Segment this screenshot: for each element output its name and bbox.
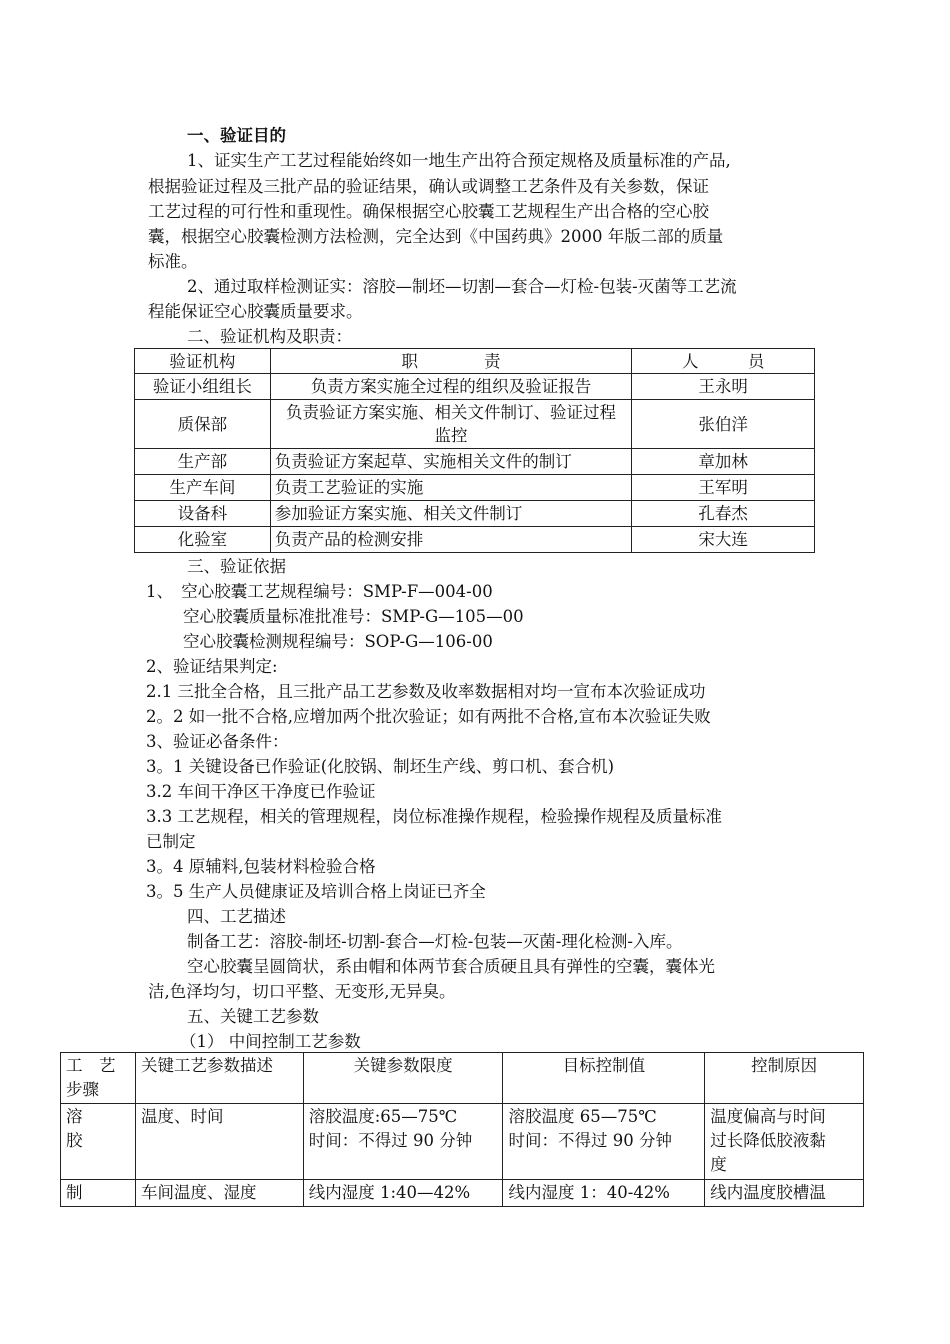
org-duty-table: [134, 348, 815, 553]
limit-cell: [303, 1104, 503, 1180]
s4-desc-line-1: 空心胶囊呈圆筒状，系由帽和体两节套合质硬且具有弹性的空囊，囊体光: [187, 957, 715, 976]
step-cell: [61, 1104, 136, 1180]
header-org: 验证机构: [135, 349, 271, 374]
step-cell-b: 胶: [66, 1131, 83, 1150]
org-cell: 化验室: [135, 527, 271, 553]
basis-line-3: 空心胶囊检测规程编号：SOP-G—106-00: [183, 632, 493, 651]
table-row: [135, 475, 815, 501]
table-row: [135, 449, 815, 475]
s1-p2-line-1: 2、通过取样检测证实：溶胶—制坯—切割—套合—灯检-包装-灭菌等工艺流: [187, 277, 737, 296]
table-row: [135, 501, 815, 527]
table-row: [61, 1104, 864, 1180]
header-desc: 关键工艺参数描述: [135, 1053, 303, 1104]
person-cell: 王永明: [632, 374, 815, 400]
org-cell: 设备科: [135, 501, 271, 527]
limit-line-2: 时间：不得过 90 分钟: [308, 1131, 473, 1150]
cond-line-5: 3。4 原辅料,包装材料检验合格: [146, 857, 376, 876]
reason-line-3: 度: [710, 1155, 727, 1174]
s1-p1-line-5: 标准。: [148, 252, 198, 271]
step-cell-a: 溶: [66, 1107, 83, 1126]
step-cell: 制: [61, 1180, 136, 1207]
duty-cell: 负责方案实施全过程的组织及验证报告: [270, 374, 631, 400]
reason-cell: 线内温度胶槽温: [705, 1180, 864, 1207]
process-param-table: [60, 1052, 864, 1207]
person-cell: 孔春杰: [632, 501, 815, 527]
target-cell: [503, 1104, 705, 1180]
table-row: [61, 1180, 864, 1207]
judge-title: 2、验证结果判定:: [146, 657, 278, 676]
table-row: [135, 400, 815, 449]
s4-process: 制备工艺：溶胶-制坯-切割-套合—灯检-包装—灭菌-理化检测-入库。: [187, 932, 683, 951]
org-cell: 验证小组组长: [135, 374, 271, 400]
cond-title: 3、验证必备条件：: [146, 732, 289, 751]
person-cell: 张伯洋: [632, 400, 815, 449]
s1-p2-line-2: 程能保证空心胶囊质量要求。: [148, 302, 363, 321]
s1-p1-line-3: 工艺过程的可行性和重现性。确保根据空心胶囊工艺规程生产出合格的空心胶: [148, 202, 709, 221]
target-line-1: 溶胶温度 65—75℃: [508, 1107, 657, 1126]
duty-cell: 负责产品的检测安排: [270, 527, 631, 553]
reason-line-1: 温度偏高与时间: [710, 1107, 826, 1126]
cond-line-3: 3.3 工艺规程，相关的管理规程，岗位标准操作规程，检验操作规程及质量标准: [146, 807, 722, 826]
basis-line-2: 空心胶囊质量标准批准号：SMP-G—105—00: [183, 607, 524, 626]
cond-line-2: 3.2 车间干净区干净度已作验证: [146, 782, 376, 801]
table-row: [135, 374, 815, 400]
limit-line-1: 溶胶温度:65—75℃: [308, 1107, 458, 1126]
header-step-a: 工 艺: [66, 1056, 116, 1075]
header-target: 目标控制值: [503, 1053, 705, 1104]
person-cell: 王军明: [632, 475, 815, 501]
org-cell: 生产部: [135, 449, 271, 475]
param-table-header: [61, 1053, 864, 1104]
section-5-sub: （1） 中间控制工艺参数: [180, 1032, 361, 1051]
s1-p1-line-2: 根据验证过程及三批产品的验证结果，确认或调整工艺条件及有关参数，保证: [148, 177, 709, 196]
section-3-title: 三、验证依据: [187, 557, 286, 576]
cond-line-6: 3。5 生产人员健康证及培训合格上岗证已齐全: [146, 882, 486, 901]
cond-line-1: 3。1 关键设备已作验证(化胶锅、制坯生产线、剪口机、套合机): [146, 757, 615, 776]
limit-cell: 线内湿度 1:40—42%: [303, 1180, 503, 1207]
s4-desc-line-2: 洁,色泽均匀，切口平整、无变形,无异臭。: [148, 982, 456, 1001]
duty-cell: 负责验证方案实施、相关文件制订、验证过程监控: [270, 400, 631, 449]
person-cell: 章加林: [632, 449, 815, 475]
reason-cell: [705, 1104, 864, 1180]
reason-line-2: 过长降低胶液黏: [710, 1131, 826, 1150]
org-cell: 生产车间: [135, 475, 271, 501]
header-step-b: 步骤: [66, 1080, 99, 1099]
header-reason: 控制原因: [705, 1053, 864, 1104]
header-duty: 职 责: [270, 349, 631, 374]
desc-cell: 车间温度、湿度: [135, 1180, 303, 1207]
header-step: [61, 1053, 136, 1104]
org-table-header: [135, 349, 815, 374]
section-2-title: 二、验证机构及职责：: [187, 327, 352, 346]
header-limit: 关键参数限度: [303, 1053, 503, 1104]
desc-cell: 温度、时间: [135, 1104, 303, 1180]
s1-p1-line-4: 囊，根据空心胶囊检测方法检测，完全达到《中国药典》2000 年版二部的质量: [148, 227, 724, 246]
cond-line-4: 已制定: [146, 832, 196, 851]
judge-line-1: 2.1 三批全合格，且三批产品工艺参数及收率数据相对均一宣布本次验证成功: [146, 682, 706, 701]
section-4-title: 四、工艺描述: [187, 907, 286, 926]
table-row: [135, 527, 815, 553]
duty-cell: 负责工艺验证的实施: [270, 475, 631, 501]
section-1-title: 一、验证目的: [187, 126, 286, 145]
judge-line-2: 2。2 如一批不合格,应增加两个批次验证；如有两批不合格,宣布本次验证失败: [146, 707, 711, 726]
basis-line-1: 1、 空心胶囊工艺规程编号：SMP-F—004-00: [146, 582, 493, 601]
header-person: 人 员: [632, 349, 815, 374]
target-cell: 线内湿度 1：40-42%: [503, 1180, 705, 1207]
person-cell: 宋大连: [632, 527, 815, 553]
duty-cell: 负责验证方案起草、实施相关文件的制订: [270, 449, 631, 475]
target-line-2: 时间：不得过 90 分钟: [508, 1131, 672, 1150]
section-5-title: 五、关键工艺参数: [187, 1007, 319, 1026]
duty-cell: 参加验证方案实施、相关文件制订: [270, 501, 631, 527]
org-cell: 质保部: [135, 400, 271, 449]
s1-p1-line-1: 1、证实生产工艺过程能始终如一地生产出符合预定规格及质量标准的产品,: [187, 151, 731, 170]
